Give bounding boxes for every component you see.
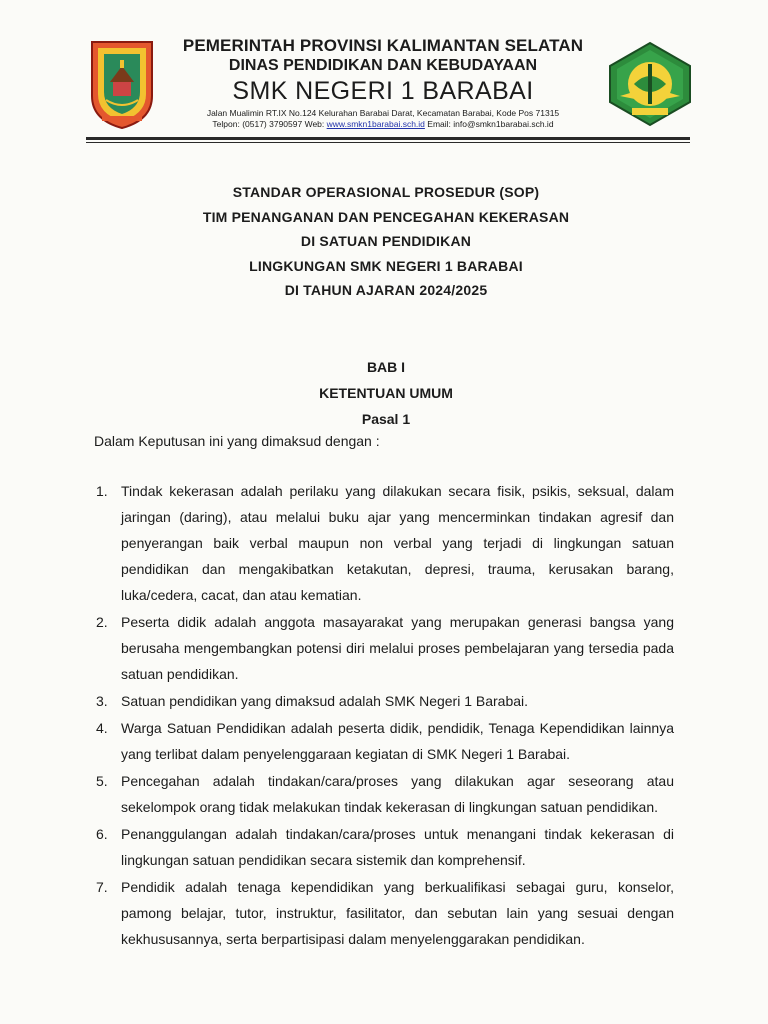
list-item-text: Satuan pendidikan yang dimaksud adalah SMK Negeri 1 Barabai.: [121, 693, 529, 709]
list-item-text: Pendidik adalah tenaga kependidikan yang berkualifikasi sebagai guru, konselor, pamong belajar, tutor, instruktur, fasilitator, dan sebutan lain yang sesuai dengan kekhususannya, serta berpartisipasi dalam menyelenggarakan pendidikan.: [121, 879, 674, 947]
list-item: [94, 768, 674, 820]
letterhead-rule-thin: [86, 142, 690, 143]
letterhead-email: Email: info@smkn1barabai.sch.id: [427, 119, 554, 129]
list-item-text: Peserta didik adalah anggota masayarakat yang merupakan generasi bangsa yang berusaha mengembangkan potensi diri melalui proses pembelajaran yang tersedia pada satuan pendidikan.: [121, 614, 674, 682]
title-line-3: DI SATUAN PENDIDIKAN: [300, 233, 472, 249]
list-item-text: Pencegahan adalah tindakan/cara/proses yang dilakukan agar seseorang atau sekelompok orang tidak melakukan tindak kekerasan di lingkungan satuan pendidikan.: [121, 773, 674, 815]
list-item: [94, 609, 674, 687]
list-item: [94, 688, 674, 714]
letterhead-school-name: SMK NEGERI 1 BARABAI: [232, 77, 534, 105]
list-item-number: 5.: [96, 773, 108, 789]
list-item-number: 4.: [96, 720, 108, 736]
list-item: [94, 874, 674, 952]
title-line-5: DI TAHUN AJARAN 2024/2025: [284, 282, 488, 298]
list-item-number: 6.: [96, 826, 108, 842]
list-item-number: 7.: [96, 879, 108, 895]
letterhead-phone: Telpon: (0517) 3790597 Web:: [212, 119, 325, 129]
chapter-title: KETENTUAN UMUM: [319, 385, 453, 401]
list-item: [94, 478, 674, 608]
letterhead: [84, 34, 696, 138]
letterhead-rule-thick: [86, 137, 690, 140]
letterhead-address: Jalan Mualimin RT.IX No.124 Kelurahan Barabai Darat, Kecamatan Barabai, Kode Pos 71315: [206, 108, 560, 118]
title-line-2: TIM PENANGANAN DAN PENCEGAHAN KEKERASAN: [202, 208, 570, 225]
document-title: [84, 180, 688, 303]
definitions-list: [94, 478, 674, 953]
list-item-number: 1.: [96, 483, 108, 499]
provincial-emblem-icon: [88, 36, 156, 130]
letterhead-department: DINAS PENDIDIKAN DAN KEBUDAYAAN: [228, 57, 538, 74]
chapter-number: BAB I: [366, 359, 406, 375]
list-item-text: Penanggulangan adalah tindakan/cara/proses untuk menangani tindak kekerasan di lingkungan satuan pendidikan secara sistemik dan komprehensif.: [121, 826, 674, 868]
list-item-number: 3.: [96, 693, 108, 709]
title-line-1: STANDAR OPERASIONAL PROSEDUR (SOP): [232, 184, 540, 200]
chapter-heading: [84, 354, 688, 432]
title-line-4: LINGKUNGAN SMK NEGERI 1 BARABAI: [249, 257, 523, 274]
school-emblem-icon: [606, 40, 694, 128]
article-number: Pasal 1: [361, 411, 411, 427]
letterhead-government: PEMERINTAH PROVINSI KALIMANTAN SELATAN: [182, 36, 584, 55]
list-item: [94, 821, 674, 873]
list-item-text: Tindak kekerasan adalah perilaku yang dilakukan secara fisik, psikis, seksual, dalam jaringan (daring), atau melalui buku ajar yang mencerminkan tindakan agresif dan penyerangan baik verbal maupun non verbal yang terjadi di lingkungan satuan pendidikan dan mengakibatkan ketakutan, depresi, trauma, kerusakan barang, luka/cedera, cacat, dan atau kematian.: [121, 483, 674, 603]
letterhead-contact: [164, 119, 602, 130]
letterhead-web-link[interactable]: www.smkn1barabai.sch.id: [326, 119, 425, 129]
list-item-text: Warga Satuan Pendidikan adalah peserta didik, pendidik, Tenaga Kependidikan lainnya yang terlibat dalam penyelenggaraan kegiatan di SMK Negeri 1 Barabai.: [121, 720, 674, 762]
list-item: [94, 715, 674, 767]
list-item-number: 2.: [96, 614, 108, 630]
intro-text: Dalam Keputusan ini yang dimaksud dengan :: [94, 433, 380, 449]
